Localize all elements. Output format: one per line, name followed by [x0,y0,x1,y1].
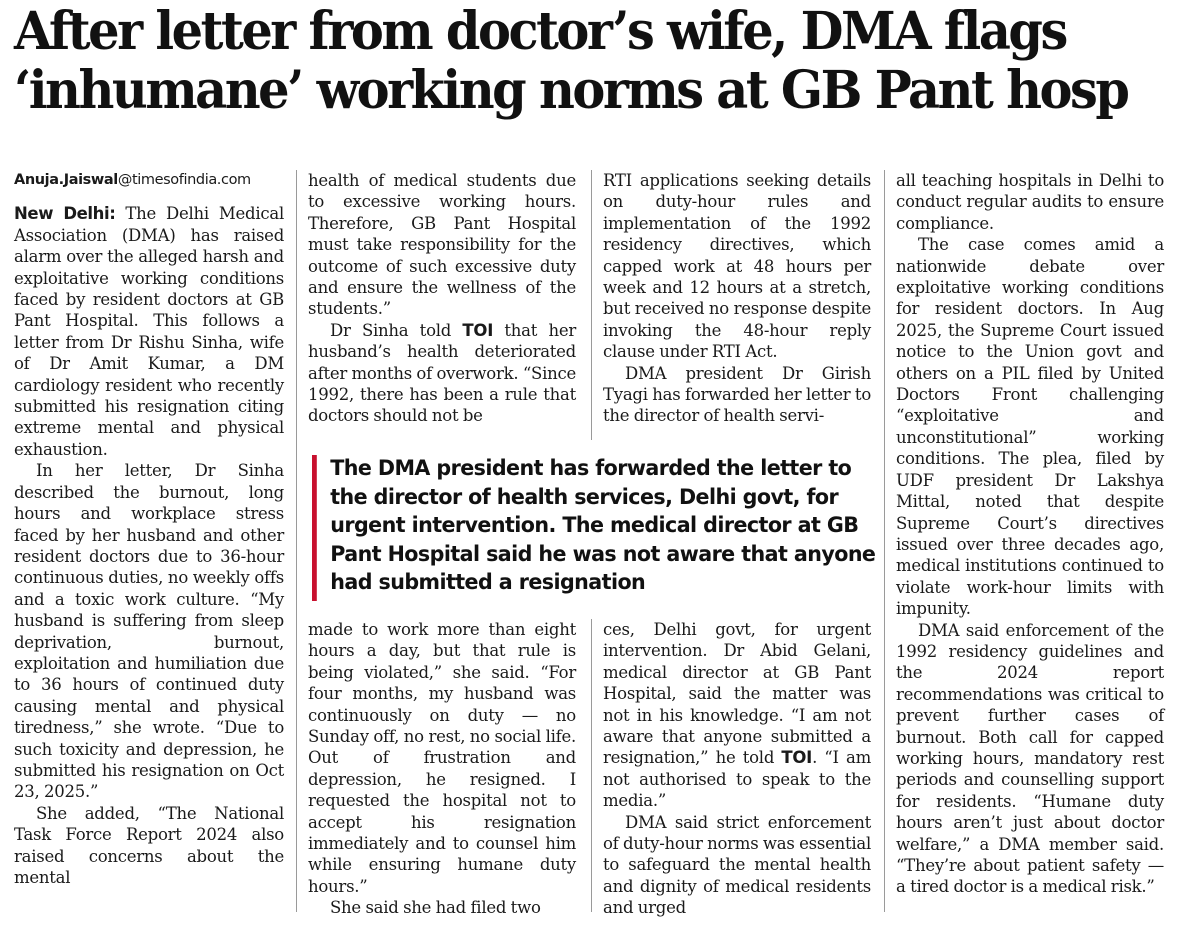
paragraph: health of medical students due to excessive working hours. Therefore, GB Pant Hospital must take responsibility for the outcome of such excessive duty and ensure the wellness of the students.” [308,171,576,319]
paragraph [603,619,871,812]
paragraph: all teaching hospitals in Delhi to conduct regular audits to ensure compliance. [896,171,1164,233]
paragraph: RTI applications seeking details on duty-hour rules and implementation of the 1992 residency directives, which capped work at 48 hours per week and 12 hours at a stretch, but received no response despite invoking the 48-hour reply clause under RTI Act. [603,171,871,362]
byline [14,170,284,191]
paragraph: DMA said strict enforcement of duty-hour norms was essential to safeguard the mental health and dignity of medical residents and urged [603,812,871,918]
paragraph-text: Dr Sinha told [330,320,463,340]
paragraph: DMA president Dr Girish Tyagi has forwarded her letter to the director of health servi- [603,363,871,426]
paragraph: made to work more than eight hours a day, but that rule is being violated,” she said. “For four months, my husband was continuously on duty — no Sunday off, no rest, no social life. Out of frustration and depression, he resigned. I requested the hospital not to accept his resignation immediately and to counsel him while ensuring humane duty hours.” [308,620,576,896]
column-divider [591,170,592,440]
column-3-top [603,170,871,427]
headline-line-2: ‘inhumane’ working norms at GB Pant hosp [14,60,1128,121]
paragraph: DMA said enforcement of the 1992 residency guidelines and the 2024 report recommendations was critical to prevent further cases of burnout. Both call for capped working hours, mandatory rest periods and counselling support for residents. “Humane duty hours aren’t just about doctor welfare,” a DMA member said. “They’re about patient safety — a tired doctor is a medical risk.” [896,620,1164,897]
byline-name: Anuja.Jaiswal [14,172,118,188]
column-divider [296,170,297,912]
paragraph-text: . “I am not authorised to speak to the media.” [603,748,872,811]
headline-line-1: After letter from doctor’s wife, DMA flags [14,1,1066,62]
toi-mention: TOI [781,748,813,768]
column-1 [14,170,284,888]
dateline: New Delhi: [14,204,116,224]
paragraph: In her letter, Dr Sinha described the burnout, long hours and workplace stress faced by her husband and other resident doctors due to 36-hour continuous duties, no weekly offs and a toxic work culture. “My husband is suffering from sleep deprivation, burnout, exploitation and humiliation due to 36 hours of continued duty causing mental and physical tiredness,” she wrote. “Due to such toxicity and depression, he submitted his resignation on Oct 23, 2025.” [14,461,284,802]
column-2-bottom [308,619,576,919]
column-3-bottom [603,619,871,919]
column-2-top [308,170,576,427]
toi-mention: TOI [462,320,494,340]
paragraph-text: that her husband’s health deteriorated after months of overwork. “Since 1992, there has been a rule that doctors should not be [308,320,576,426]
paragraph-text: ces, Delhi govt, for urgent intervention. Dr Abid Gelani, medical director at GB Pant Hospital, said the matter was not in his knowledge. “I am not aware that anyone submitted a resignation,” he told [603,620,871,768]
paragraph-text: The Delhi Medical Association (DMA) has raised alarm over the alleged harsh and exploitative working conditions faced by resident doctors at GB Pant Hospital. This follows a letter from Dr Rishu Sinha, wife of Dr Amit Kumar, a DM cardiology resident who recently submitted his resignation citing extreme mental and physical exhaustion. [14,204,284,459]
headline [14,2,1131,120]
pull-quote: The DMA president has forwarded the letter to the director of health services, Delhi govt, for urgent intervention. The medical director at GB Pant Hospital said he was not aware that anyone had submitted a resignation [312,455,878,601]
column-divider [884,170,885,912]
column-4 [896,170,1164,898]
paragraph: She added, “The National Task Force Report 2024 also raised concerns about the mental [14,803,284,887]
paragraph [14,203,284,460]
byline-email-domain[interactable]: @timesofindia.com [117,172,251,188]
column-divider [591,619,592,912]
paragraph [308,320,576,427]
paragraph: The case comes amid a nationwide debate over exploitative working conditions for resident doctors. In Aug 2025, the Supreme Court issued notice to the Union govt and others on a PIL filed by United Doctors Front challenging “exploitative and unconstitutional” working conditions. The plea, filed by UDF president Dr Lakshya Mittal, noted that despite Supreme Court’s directives issued over three decades ago, medical institutions continued to violate work-hour limits with impunity. [896,235,1164,619]
paragraph: She said she had filed two [330,898,541,918]
